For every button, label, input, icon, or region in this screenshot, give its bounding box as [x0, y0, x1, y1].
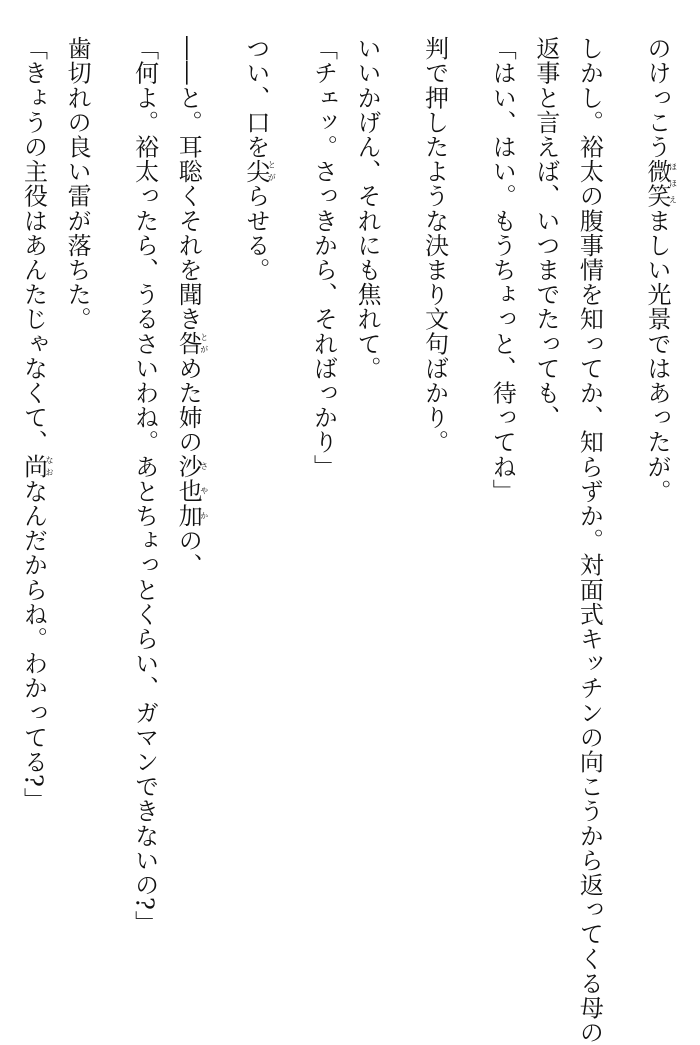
text-line — [0, 36, 11, 996]
ruby-reading: ほほえ — [668, 159, 678, 209]
ruby-word — [19, 454, 54, 479]
text-segment: しかし。裕太の腹事情を知ってか、知らずか。対面式キッチンの向こうから返ってくる母の — [575, 36, 604, 1045]
text-segment: ――と。耳聡くそれを聞き — [174, 36, 203, 332]
text-segment: の、 — [174, 528, 203, 578]
text-line — [166, 36, 234, 996]
ruby-word — [174, 454, 209, 529]
text-line — [11, 36, 55, 996]
text-segment: らせる。 — [241, 183, 270, 283]
text-segment: ましい光景ではあったが。 — [643, 208, 671, 504]
ruby-word — [643, 159, 678, 209]
ruby-reading: さやか — [199, 454, 209, 529]
ruby-base-text: 微笑 — [643, 159, 671, 209]
ruby-base-text: 沙也加 — [174, 454, 203, 529]
text-segment: 「きょうの主役はあんたじゃなくて、 — [19, 36, 48, 455]
vertical-text-body — [0, 36, 678, 1045]
text-line — [54, 36, 122, 996]
ruby-word — [174, 331, 209, 356]
text-line — [301, 36, 345, 996]
text-line — [344, 36, 412, 996]
ruby-word — [241, 159, 277, 184]
text-segment: 「何よ。裕太ったら、うるさいわね。あとちょっとくらい、ガマンできないの?」 — [130, 36, 159, 936]
text-segment: のけっこう — [643, 36, 671, 159]
text-line — [412, 36, 480, 996]
ruby-reading: とが — [267, 159, 277, 184]
text-line — [122, 36, 166, 996]
text-line — [480, 36, 524, 996]
text-segment: 判で押したような決まり文句ばかり。 — [420, 36, 449, 455]
text-segment: いいかげん、それにも焦れて。 — [353, 36, 382, 381]
text-segment: 返事と言えば、いつまでたっても、 — [531, 36, 560, 430]
ruby-reading: なお — [44, 454, 54, 479]
text-line — [523, 36, 567, 996]
ruby-base-text: 咎 — [174, 331, 203, 356]
ruby-base-text: 尚 — [19, 454, 48, 479]
text-segment: つい、口を — [241, 36, 270, 159]
text-line — [233, 36, 301, 996]
text-segment: なんだからね。わかってる?」 — [19, 478, 48, 813]
ruby-reading: とが — [199, 331, 209, 356]
text-segment: 歯切れの良い雷が落ちた。 — [63, 36, 92, 332]
text-segment: 「チェッ。さっきから、そればっかり」 — [309, 36, 338, 479]
text-segment: 「はい、はい。もうちょっと、待ってね」 — [488, 36, 517, 504]
ruby-base-text: 尖 — [241, 159, 270, 184]
text-segment: めた姉の — [174, 355, 203, 455]
text-line — [634, 36, 678, 996]
text-line — [567, 36, 635, 1045]
